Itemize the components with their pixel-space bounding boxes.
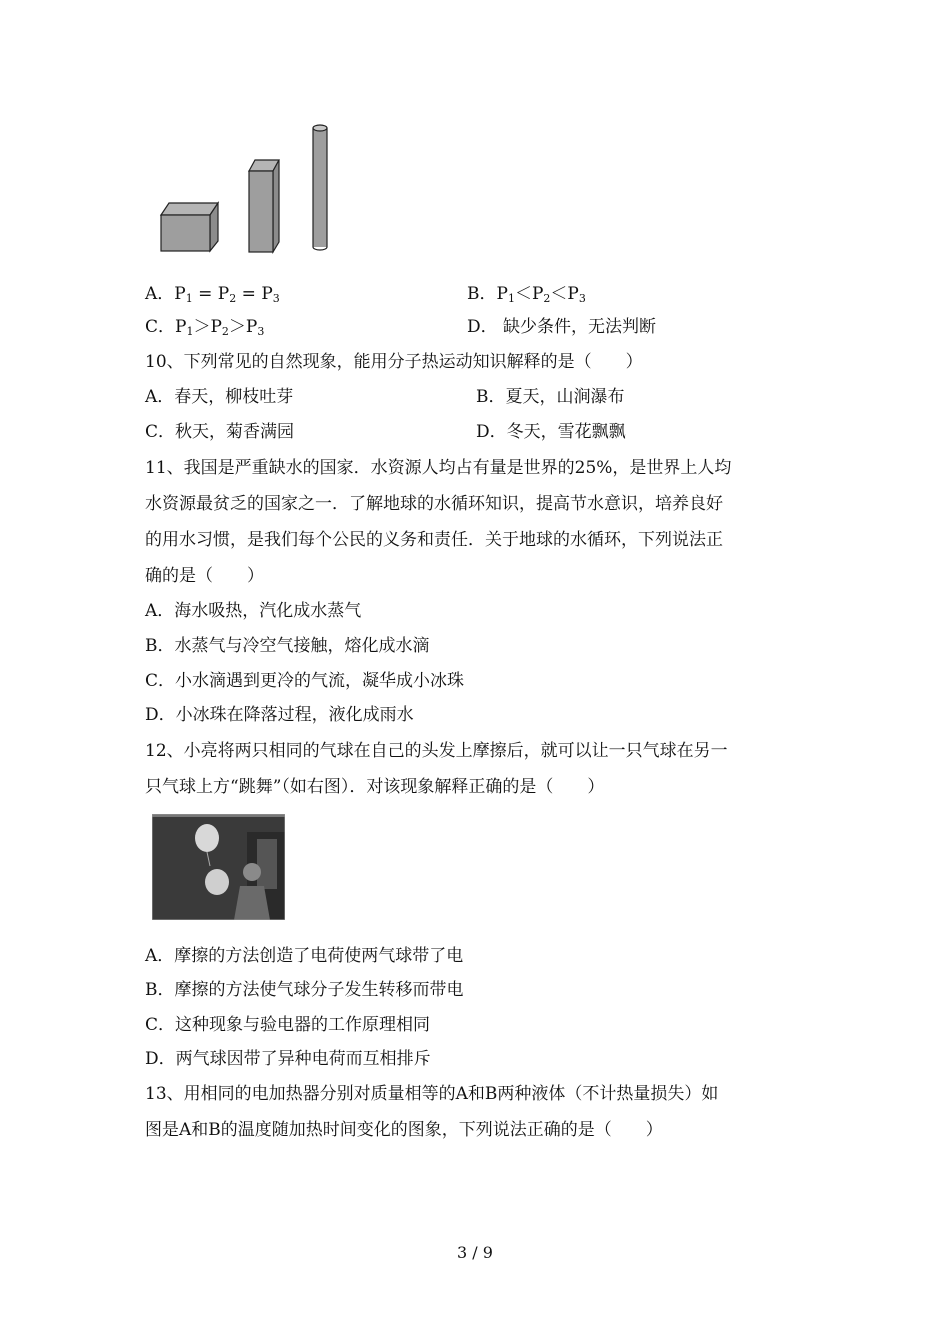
q13-stem-line1: 13、用相同的电加热器分别对质量相等的A和B两种液体（不计热量损失）如	[145, 1084, 719, 1104]
q12-option-a: A．摩擦的方法创造了电荷使两气球带了电	[145, 946, 464, 966]
q13-stem-line2: 图是A和B的温度随加热时间变化的图象，下列说法正确的是（ ）	[145, 1120, 663, 1140]
balloon-photo	[152, 814, 285, 920]
q12-stem-line2: 只气球上方“跳舞”（如右图）．对该现象解释正确的是（ ）	[145, 777, 605, 797]
q12-option-c: C．这种现象与验电器的工作原理相同	[145, 1015, 431, 1035]
q12-stem-line1: 12、小亮将两只相同的气球在自己的头发上摩擦后，就可以让一只气球在另一	[145, 741, 728, 761]
q11-stem-line2: 水资源最贫乏的国家之一．了解地球的水循环知识，提高节水意识，培养良好	[145, 494, 723, 514]
q11-stem-line1: 11、我国是严重缺水的国家．水资源人均占有量是世界的25%，是世界上人均	[145, 458, 732, 478]
q11-stem-line4: 确的是（ ）	[145, 566, 264, 586]
q12-option-d: D．两气球因带了异种电荷而互相排斥	[145, 1049, 431, 1069]
q11-option-b: B．水蒸气与冷空气接触，熔化成水滴	[145, 636, 430, 656]
q9-option-a: A．$P_1 = P_2 = P_3$	[145, 284, 280, 305]
q11-option-d: D．小冰珠在降落过程，液化成雨水	[145, 705, 414, 725]
q10-option-d: D．冬天，雪花飘飘	[476, 422, 626, 442]
q12-option-b: B．摩擦的方法使气球分子发生转移而带电	[145, 980, 464, 1000]
q11-option-a: A．海水吸热，汽化成水蒸气	[145, 601, 362, 621]
q9-option-b: B．$P_1<P_2<P_3$	[467, 284, 586, 305]
q11-stem-line3: 的用水习惯，是我们每个公民的义务和责任．关于地球的水循环，下列说法正	[145, 530, 723, 550]
q10-stem: 10、下列常见的自然现象，能用分子热运动知识解释的是（ ）	[145, 352, 643, 372]
q9-option-d: D． 缺少条件，无法判断	[467, 317, 657, 337]
q10-option-b: B．夏天，山涧瀑布	[476, 387, 625, 407]
q10-option-a: A．春天，柳枝吐芽	[145, 387, 294, 407]
q9-option-c: C．$P_1>P_2>P_3$	[145, 317, 265, 338]
three-solids-figure	[155, 120, 345, 260]
page-number: 3 / 9	[457, 1243, 493, 1262]
q11-option-c: C．小水滴遇到更冷的气流，凝华成小冰珠	[145, 671, 465, 691]
q10-option-c: C．秋天，菊香满园	[145, 422, 295, 442]
